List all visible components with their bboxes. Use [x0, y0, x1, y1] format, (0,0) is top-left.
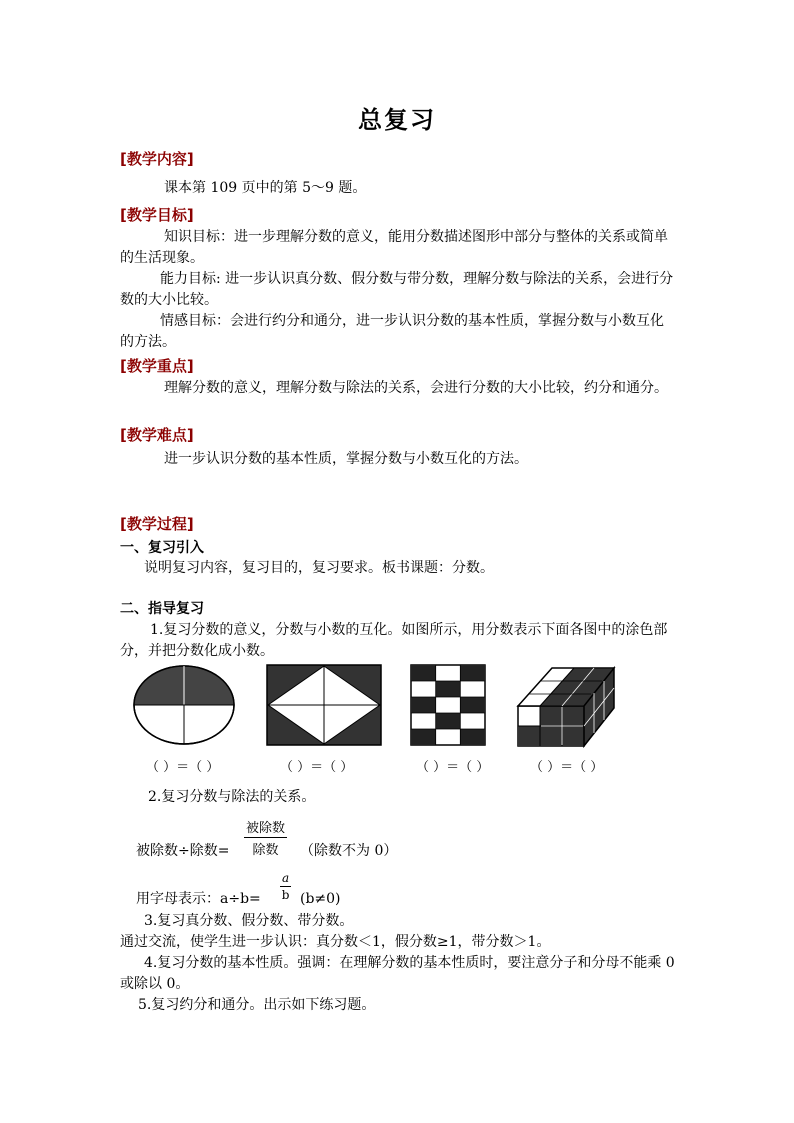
content-text: 课本第 109 页中的第 5～9 题。	[164, 180, 367, 196]
blank-2[interactable]: （ ）＝（ ）	[280, 760, 354, 775]
part2-item3: 3.复习真分数、假分数、带分数。	[144, 913, 354, 929]
goal-ability: 能力目标: 进一步认识真分数、假分数与带分数，理解分数与除法的关系，会进行分数的大小比较。	[120, 271, 674, 308]
part2-item3-detail: 通过交流，使学生进一步认识：真分数＜1，假分数≥1，带分数＞1。	[120, 934, 551, 950]
part2-item2: 2.复习分数与除法的关系。	[148, 789, 316, 805]
section-heading-content: [教学内容]	[120, 150, 194, 168]
blank-4[interactable]: （ ）＝（ ）	[530, 760, 604, 775]
letters-prefix: 用字母表示：a÷b=	[136, 891, 261, 907]
part1-heading: 一、复习引入	[120, 540, 204, 556]
part1-text: 说明复习内容，复习目的，复习要求。板书课题：分数。	[144, 560, 494, 576]
blank-1[interactable]: （ ）＝（ ）	[146, 760, 220, 775]
key-text: 理解分数的意义，理解分数与除法的关系，会进行分数的大小比较，约分和通分。	[164, 380, 668, 396]
letters-numerator: a	[282, 871, 290, 885]
formula-numerator: 被除数	[244, 817, 287, 838]
section-heading-goals: [教学目标]	[120, 206, 194, 224]
goal-emotion: 情感目标：会进行约分和通分，进一步认识分数的基本性质，掌握分数与小数互化的方法。	[120, 313, 664, 350]
figure-cube-stack	[516, 664, 616, 748]
formula-fraction	[244, 817, 287, 858]
figure-rectangle-rhombus	[266, 664, 382, 746]
formula-denominator: 除数	[252, 843, 279, 858]
figure-checker-square	[410, 664, 486, 746]
section-heading-key: [教学重点]	[120, 357, 194, 375]
section-heading-process: [教学过程]	[120, 515, 194, 533]
part2-item4: 4.复习分数的基本性质。强调：在理解分数的基本性质时，要注意分子和分母不能乘 0 或除以 0。	[120, 955, 675, 992]
formula-note: （除数不为 0）	[300, 843, 398, 859]
part2-item1: 1.复习分数的意义，分数与小数的互化。如图所示，用分数表示下面各图中的涂色部分，并把分数化成小数。	[120, 622, 668, 659]
formula-prefix: 被除数÷除数=	[136, 843, 230, 859]
figure-ellipse	[132, 664, 236, 746]
difficulty-text: 进一步认识分数的基本性质，掌握分数与小数互化的方法。	[164, 451, 528, 467]
page-title: 总复习	[358, 106, 436, 134]
part2-item5: 5.复习约分和通分。出示如下练习题。	[138, 997, 376, 1013]
letters-note: (b≠0)	[300, 891, 341, 907]
letters-fraction	[280, 871, 291, 902]
blank-3[interactable]: （ ）＝（ ）	[416, 760, 490, 775]
goal-knowledge: 知识目标：进一步理解分数的意义，能用分数描述图形中部分与整体的关系或简单的生活现象。	[120, 229, 668, 266]
section-heading-difficulty: [教学难点]	[120, 426, 194, 444]
part2-heading: 二、指导复习	[120, 601, 204, 617]
letters-denominator: b	[281, 888, 290, 902]
